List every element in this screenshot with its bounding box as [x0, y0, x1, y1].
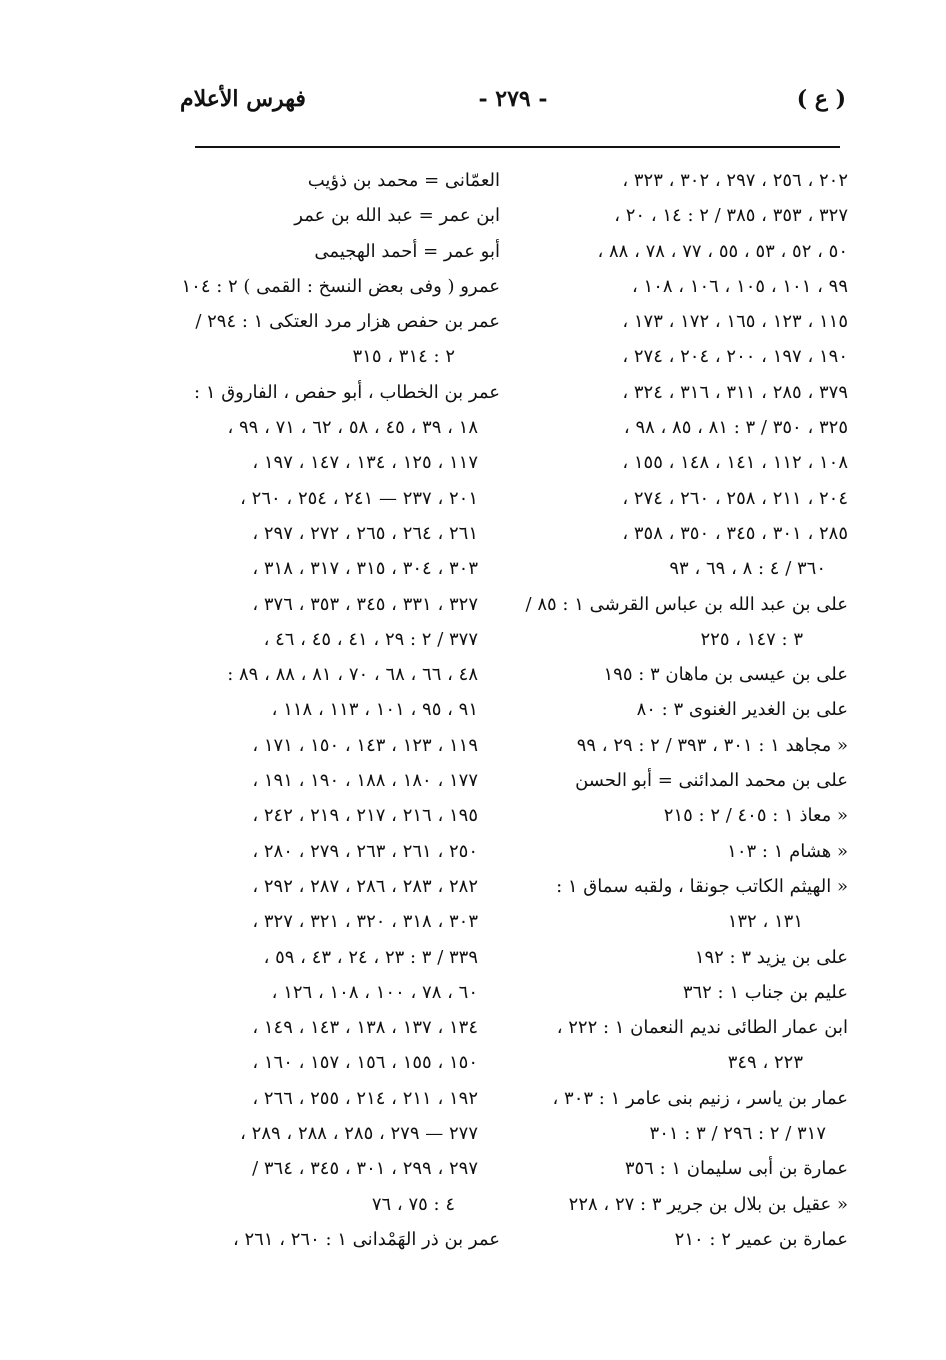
index-line: عمر بن حفص هزار مرد العتكى ١ : ٢٩٤ / [195, 311, 500, 333]
index-line: « الهيثم الكاتب جونقا ، ولقبه سماق ١ : [556, 875, 848, 897]
index-line: عمارة بن أبى سليمان ١ : ٣٥٦ [624, 1158, 848, 1180]
index-line: ٣٢٧ ، ٣٣١ ، ٣٤٥ ، ٣٥٣ ، ٣٧٦ ، [252, 593, 478, 615]
index-line: ٢٥٠ ، ٢٦١ ، ٢٦٣ ، ٢٧٩ ، ٢٨٠ ، [252, 840, 478, 862]
header-rule [195, 146, 840, 148]
index-line: ٣٠٣ ، ٣٠٤ ، ٣١٥ ، ٣١٧ ، ٣١٨ ، [252, 558, 478, 580]
index-line: ١١٧ ، ١٢٥ ، ١٣٤ ، ١٤٧ ، ١٩٧ ، [252, 452, 478, 474]
index-line: ٢٧٧ — ٢٧٩ ، ٢٨٥ ، ٢٨٨ ، ٢٨٩ ، [240, 1123, 478, 1145]
index-line: « مجاهد ١ : ٣٠١ ، ٣٩٣ / ٢ : ٢٩ ، ٩٩ [576, 734, 848, 756]
index-line: ١٨ ، ٣٩ ، ٤٥ ، ٥٨ ، ٦٢ ، ٧١ ، ٩٩ ، [227, 417, 478, 439]
index-line: ٢٨٥ ، ٣٠١ ، ٣٤٥ ، ٣٥٠ ، ٣٥٨ ، [622, 522, 848, 544]
index-line: ١٥٠ ، ١٥٥ ، ١٥٦ ، ١٥٧ ، ١٦٠ ، [252, 1052, 478, 1074]
index-line: ١٩٥ ، ٢١٦ ، ٢١٧ ، ٢١٩ ، ٢٤٢ ، [252, 805, 478, 827]
index-line: على بن الغدير الغنوى ٣ : ٨٠ [636, 699, 848, 721]
index-line: عمر بن ذر الهَمْدانى ١ : ٢٦٠ ، ٢٦١ ، [232, 1228, 500, 1250]
index-line: ١٩٠ ، ١٩٧ ، ٢٠٠ ، ٢٠٤ ، ٢٧٤ ، [622, 346, 848, 368]
index-line: ٩١ ، ٩٥ ، ١٠١ ، ١١٣ ، ١١٨ ، [271, 699, 478, 721]
index-line: ١٠٨ ، ١١٢ ، ١٤١ ، ١٤٨ ، ١٥٥ ، [622, 452, 848, 474]
index-line: العمّانى = محمد بن ذؤيب [307, 170, 500, 191]
index-line: ١٣١ ، ١٣٢ [727, 911, 803, 933]
index-line: على بن عيسى بن ماهان ٣ : ١٩٥ [603, 664, 848, 686]
index-line: عمر بن الخطاب ، أبو حفص ، الفاروق ١ : [194, 381, 500, 403]
index-line: ٣٢٧ ، ٣٥٣ ، ٣٨٥ / ٢ : ١٤ ، ٢٠ ، [614, 205, 848, 227]
index-line: على بن محمد المدائنى = أبو الحسن [575, 770, 848, 792]
index-line: ٣٠٣ ، ٣١٨ ، ٣٢٠ ، ٣٢١ ، ٣٢٧ ، [252, 911, 478, 933]
index-line: أبو عمر = أحمد الهجيمى [314, 240, 500, 262]
left-column [180, 163, 500, 1257]
index-line: ٣٧٩ ، ٢٨٥ ، ٣١١ ، ٣١٦ ، ٣٢٤ ، [622, 381, 848, 403]
index-line: عمارة بن عمير ٢ : ٢١٠ [674, 1228, 848, 1250]
index-line: عمرو ( وفى بعض النسخ : القمى ) ٢ : ١٠٤ [181, 275, 500, 297]
running-title: فهرس الأعلام [180, 86, 306, 112]
index-line: ٩٩ ، ١٠١ ، ١٠٥ ، ١٠٦ ، ١٠٨ ، [632, 275, 848, 297]
index-line: ٢ : ٣١٤ ، ٣١٥ [352, 346, 455, 368]
index-line: ٤ : ٧٥ ، ٧٦ [371, 1193, 455, 1215]
index-line: على بن يزيد ٣ : ١٩٢ [694, 946, 848, 968]
index-line: ٣٦٠ / ٤ : ٨ ، ٦٩ ، ٩٣ [669, 558, 826, 580]
index-line: ٣٧٧ / ٢ : ٢٩ ، ٤١ ، ٤٥ ، ٤٦ ، [263, 628, 478, 650]
page-number: - ٢٧٩ - [478, 86, 548, 112]
index-line: ٢٠٢ ، ٢٥٦ ، ٢٩٧ ، ٣٠٢ ، ٣٢٣ ، [622, 170, 848, 191]
index-line: ٣ : ١٤٧ ، ٢٢٥ [700, 628, 803, 650]
index-line: ٢٦١ ، ٢٦٤ ، ٢٦٥ ، ٢٧٢ ، ٢٩٧ ، [252, 522, 478, 544]
index-line: « هشام ١ : ١٠٣ [727, 840, 848, 862]
section-letter: ( ع ) [796, 86, 846, 112]
index-line: ١١٩ ، ١٢٣ ، ١٤٣ ، ١٥٠ ، ١٧١ ، [252, 734, 478, 756]
index-line: ١٧٧ ، ١٨٠ ، ١٨٨ ، ١٩٠ ، ١٩١ ، [252, 770, 478, 792]
index-line: ١١٥ ، ١٢٣ ، ١٦٥ ، ١٧٢ ، ١٧٣ ، [622, 311, 848, 333]
index-line: ٣٣٩ / ٣ : ٢٣ ، ٢٤ ، ٤٣ ، ٥٩ ، [263, 946, 478, 968]
index-line: ٢٠١ ، ٢٣٧ — ٢٤١ ، ٢٥٤ ، ٢٦٠ ، [240, 487, 478, 509]
index-line: ٢٨٢ ، ٢٨٣ ، ٢٨٦ ، ٢٨٧ ، ٢٩٢ ، [252, 875, 478, 897]
index-line: ١٩٢ ، ٢١١ ، ٢١٤ ، ٢٥٥ ، ٢٦٦ ، [252, 1087, 478, 1109]
right-column [518, 163, 848, 1257]
index-line: ٣٢٥ ، ٣٥٠ / ٣ : ٨١ ، ٨٥ ، ٩٨ ، [623, 417, 848, 439]
index-line: ٣١٧ / ٢ : ٢٩٦ / ٣ : ٣٠١ [649, 1123, 826, 1145]
index-line: عليم بن جناب ١ : ٣٦٢ [682, 981, 848, 1003]
index-line: عمار بن ياسر ، زنيم بنى عامر ١ : ٣٠٣ ، [552, 1087, 848, 1109]
index-line: ابن عمر = عبد الله بن عمر [294, 205, 500, 227]
index-line: ٢٩٧ ، ٢٩٩ ، ٣٠١ ، ٣٤٥ ، ٣٦٤ / [252, 1158, 478, 1180]
index-line: ١٣٤ ، ١٣٧ ، ١٣٨ ، ١٤٣ ، ١٤٩ ، [252, 1017, 478, 1039]
page-header [180, 86, 846, 126]
index-line: ٦٠ ، ٧٨ ، ١٠٠ ، ١٠٨ ، ١٢٦ ، [271, 981, 478, 1003]
index-line: ٢٢٣ ، ٣٤٩ [727, 1052, 803, 1074]
index-line: « معاذ ١ : ٤٠٥ / ٢ : ٢١٥ [663, 805, 848, 827]
index-line: ٤٨ ، ٦٦ ، ٦٨ ، ٧٠ ، ٨١ ، ٨٨ ، ٨٩ : [227, 664, 478, 686]
index-line: ٢٠٤ ، ٢١١ ، ٢٥٨ ، ٢٦٠ ، ٢٧٤ ، [622, 487, 848, 509]
index-line: ابن عمار الطائى نديم النعمان ١ : ٢٢٢ ، [556, 1017, 848, 1039]
index-line: ٥٠ ، ٥٢ ، ٥٣ ، ٥٥ ، ٧٧ ، ٧٨ ، ٨٨ ، [597, 240, 848, 262]
index-line: « عقيل بن بلال بن جرير ٣ : ٢٧ ، ٢٢٨ [568, 1193, 848, 1215]
index-line: على بن عبد الله بن عباس القرشى ١ : ٨٥ / [525, 593, 848, 615]
